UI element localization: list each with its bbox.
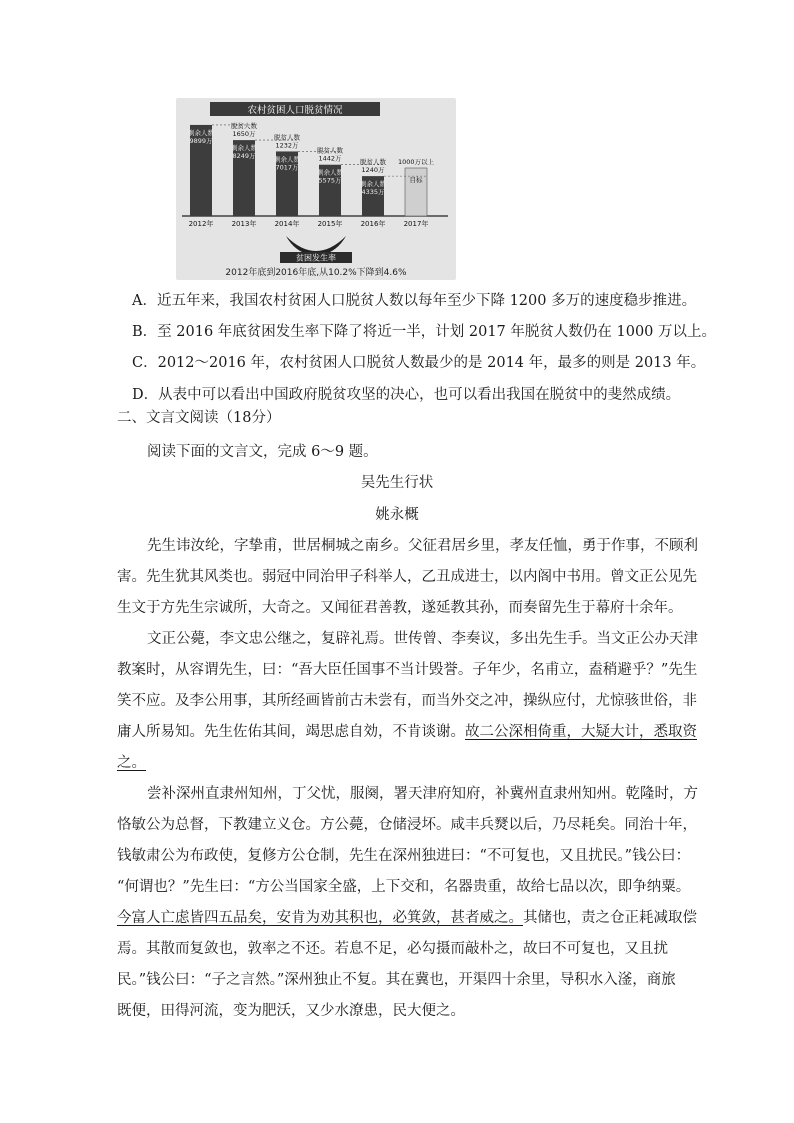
p2-line-4 — [117, 722, 697, 742]
article-title: 吴先生行状 — [360, 475, 434, 491]
p3-line-5-tail: 其储也，责之仓正耗减取偿 — [523, 910, 697, 926]
remaining-label-2014年-0: 剩余人数 — [274, 155, 300, 164]
lifted-label-2014年-0: 脱贫人数 — [274, 133, 300, 142]
x-tick-2017年: 2017年 — [403, 220, 429, 228]
lifted-label-2014年-1: 1232万 — [275, 141, 299, 150]
lifted-label-2016年-1: 1240万 — [361, 166, 385, 175]
x-tick-2012年: 2012年 — [188, 220, 214, 228]
footer-title: 贫困发生率 — [296, 253, 336, 263]
poverty-bar-chart — [176, 98, 456, 280]
x-tick-2015年: 2015年 — [317, 220, 343, 228]
p2-line-2: 教案时，从容谓先生，曰：“吾大臣任国事不当计毁誉。子年少，名甫立，盍稍避乎？”先生 — [117, 662, 698, 678]
x-tick-2013年: 2013年 — [231, 220, 257, 228]
remaining-label-2012年-0: 剩余人数 — [188, 128, 214, 137]
p3-line-1: 尝补深州直隶州知州，丁父忧，服阕，署天津府知府，补冀州直隶州知州。乾隆时，方 — [147, 786, 698, 802]
p3-line-8: 既便，田得河流，变为肥沃，又少水潦患，民大便之。 — [117, 1003, 465, 1019]
lifted-label-2013年-0: 脱贫人数 — [231, 122, 257, 131]
remaining-label-2015年-0: 剩余人数 — [317, 168, 343, 177]
remaining-label-2015年-1: 5575万 — [318, 176, 342, 185]
remaining-label-2013年-1: 8249万 — [232, 152, 256, 161]
lifted-label-2016年-0: 脱贫人数 — [360, 158, 386, 167]
x-tick-2014年: 2014年 — [274, 220, 300, 228]
p1-line-2: 害。先生犹其风类也。弱冠中同治甲子科举人，乙丑成进士，以内阁中书用。曾文正公见先 — [117, 569, 697, 585]
lifted-label-2013年-1: 1650万 — [232, 130, 256, 139]
section-heading: 二、文言文阅读（18分） — [117, 410, 281, 426]
remaining-label-2013年-0: 剩余人数 — [231, 144, 257, 153]
p3-line-4: “何谓也？”先生曰：“方公当国家全盛，上下交和，名器贵重，故给七品以次，即争纳粟。 — [117, 879, 691, 895]
bar-group — [190, 125, 427, 216]
article-author: 姚永概 — [375, 507, 419, 523]
p1-line-1: 先生讳汝纶，字挚甫，世居桐城之南乡。父征君居乡里，孝友任恤，勇于作事，不顾利 — [147, 538, 698, 554]
p2-line-5 — [117, 753, 677, 773]
poverty-chart-figure — [176, 98, 456, 280]
p3-line-7: 民。”钱公曰：“子之言然。”深州独止不复。其在冀也，开渠四十余里，导积水入滏，商旅 — [117, 972, 676, 988]
chart-title: 农村贫困人口脱贫情况 — [247, 105, 343, 116]
instruction: 阅读下面的文言文，完成 6～9 题。 — [147, 444, 378, 460]
option-a: A．近五年来，我国农村贫困人口脱贫人数以每年至少下降 1200 多万的速度稳步推进。 — [132, 293, 697, 309]
p3-underlined-sentence: 今富人亡虑皆四五品矣，安肯为劝其积也，必箕敛，甚者威之。 — [117, 910, 523, 926]
lifted-label-2017年-0: 1000万以上 — [397, 158, 435, 166]
p3-line-6: 焉。其散而复敛也，敦率之不还。若息不足，必勾摄而敲朴之，故曰不可复也，又且扰 — [117, 941, 668, 957]
footer-emblem — [280, 236, 352, 263]
p2-line-1: 文正公薨，李文忠公继之，复辟礼焉。世传曾、李奏议，多出先生手。当文正公办天津 — [147, 631, 698, 647]
x-tick-2016年: 2016年 — [360, 220, 386, 228]
p3-line-3: 钱敏肃公为布政使，复修方公仓制，先生在深州独进曰：“不可复也，又且扰民。”钱公曰： — [117, 848, 691, 864]
p3-line-5 — [117, 908, 697, 928]
remaining-label-2014年-1: 7017万 — [275, 163, 299, 172]
footer-note: 2012年底到2016年底,从10.2%下降到4.6% — [225, 268, 407, 278]
option-d: D．从表中可以看出中国政府脱贫攻坚的决心，也可以看出我国在脱贫中的斐然成绩。 — [132, 387, 681, 403]
remaining-label-2016年-0: 剩余人数 — [360, 180, 386, 189]
remaining-label-2016年-1: 4335万 — [361, 188, 385, 197]
p2-underlined-sentence-end: 之。 — [117, 755, 146, 771]
option-c: C．2012～2016 年，农村贫困人口脱贫人数最少的是 2014 年，最多的则是 2013 年。 — [132, 355, 706, 371]
label-group — [188, 121, 435, 228]
p3-line-2: 恪敏公为总督，下教建立义仓。方公薨，仓储浸坏。咸丰兵燹以后，乃尽耗矣。同治十年， — [117, 817, 697, 833]
option-b: B．至 2016 年底贫困发生率下降了将近一半，计划 2017 年脱贫人数仍在 1000 万以上。 — [132, 324, 717, 340]
p1-line-3: 生文于方先生宗诚所，大奇之。又闻征君善教，遂延教其孙，而奏留先生于幕府十余年。 — [117, 600, 683, 616]
remaining-label-2012年-1: 9899万 — [189, 136, 213, 145]
remaining-label-2017年-0: 目标 — [409, 176, 423, 184]
p2-underlined-sentence: 故二公深相倚重，大疑大计，悉取资 — [465, 724, 697, 740]
lifted-label-2015年-1: 1442万 — [318, 154, 342, 163]
p2-line-3: 笑不应。及李公用事，其所经画皆前古未尝有，而当外交之冲，操纵应付，尤惊骇世俗，非 — [117, 693, 697, 709]
lifted-label-2015年-0: 脱贫人数 — [317, 146, 343, 155]
p2-line-4-text: 庸人所易知。先生佐佑其间，竭思虑自効，不肯谈谢。 — [117, 724, 465, 740]
